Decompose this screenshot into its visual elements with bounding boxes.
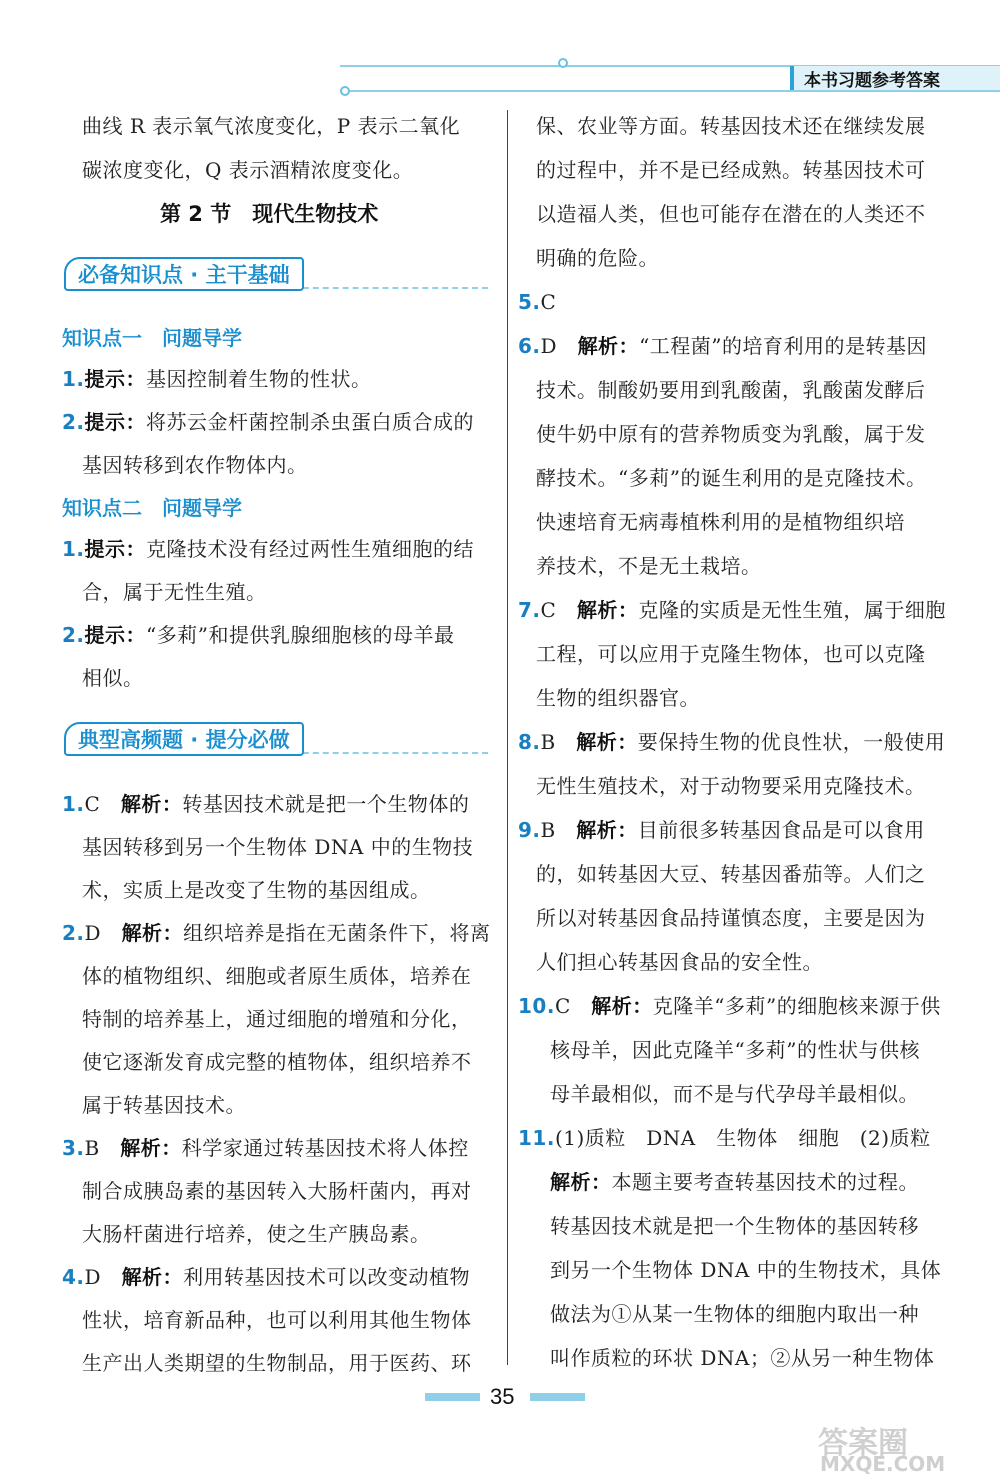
- question-6-line: 快速培育无病毒植株利用的是植物组织培: [536, 510, 905, 534]
- knowledge-point-2-title: 知识点二 问题导学: [62, 496, 242, 520]
- q4-continued-line: 保、农业等方面。转基因技术还在继续发展: [536, 114, 926, 138]
- question-5: 5.C: [518, 290, 557, 314]
- kp2-item-2: 2.提示：“多莉”和提供乳腺细胞核的母羊最: [62, 623, 455, 647]
- watermark-logo: 答案圈: [818, 1426, 908, 1461]
- question-6-line: 酵技术。“多莉”的诞生利用的是克隆技术。: [536, 466, 927, 490]
- question-2-line: 体的植物组织、细胞或者原生质体，培养在: [82, 964, 472, 988]
- banner-essential-knowledge: [64, 258, 304, 290]
- banner-label: 典型高频题 · 提分必做: [64, 722, 304, 756]
- watermark-url: MXQE.COM: [820, 1452, 946, 1476]
- question-10-line: 核母羊，因此克隆羊“多莉”的性状与供核: [550, 1038, 920, 1062]
- header-dot-icon: [340, 86, 350, 96]
- column-divider: [507, 110, 508, 1365]
- question-1-line: 术，实质上是改变了生物的基因组成。: [82, 878, 431, 902]
- question-1-line: 基因转移到另一个生物体 DNA 中的生物技: [82, 835, 474, 859]
- header-title: 本书习题参考答案: [804, 70, 940, 91]
- kp2-item-2-line-2: 相似。: [82, 666, 144, 690]
- kp1-item-2: 2.提示：将苏云金杆菌控制杀虫蛋白质合成的: [62, 410, 475, 434]
- question-6-line: 养技术，不是无土栽培。: [536, 554, 762, 578]
- kp2-item-1: 1.提示：克隆技术没有经过两性生殖细胞的结: [62, 537, 475, 561]
- question-7-line: 生物的组织器官。: [536, 686, 700, 710]
- page-number: 35: [490, 1384, 515, 1409]
- question-9-line: 的，如转基因大豆、转基因番茄等。人们之: [536, 862, 926, 886]
- question-11-analysis: 解析：本题主要考查转基因技术的过程。: [550, 1170, 919, 1194]
- header-dot-icon: [558, 58, 568, 68]
- knowledge-point-1-title: 知识点一 问题导学: [62, 326, 242, 350]
- question-10: 10.C 解析：克隆羊“多莉”的细胞核来源于供: [518, 994, 941, 1018]
- question-10-line: 母羊最相似，而不是与代孕母羊最相似。: [550, 1082, 919, 1106]
- q4-continued-line: 明确的危险。: [536, 246, 659, 270]
- kp1-item-1: 1.提示：基因控制着生物的性状。: [62, 367, 372, 391]
- question-9-line: 人们担心转基因食品的安全性。: [536, 950, 823, 974]
- question-2-line: 属于转基因技术。: [82, 1093, 246, 1117]
- question-9-line: 所以对转基因食品持谨慎态度，主要是因为: [536, 906, 926, 930]
- q4-continued-line: 以造福人类，但也可能存在潜在的人类还不: [536, 202, 926, 226]
- kp1-item-2-line-2: 基因转移到农作物体内。: [82, 453, 308, 477]
- question-7-line: 工程，可以应用于克隆生物体，也可以克隆: [536, 642, 926, 666]
- question-3-line: 制合成胰岛素的基因转入大肠杆菌内，再对: [82, 1179, 472, 1203]
- question-6-line: 技术。制酸奶要用到乳酸菌，乳酸菌发酵后: [536, 378, 926, 402]
- question-6: 6.D 解析：“工程菌”的培育利用的是转基因: [518, 334, 928, 358]
- intro-line-1: 曲线 R 表示氧气浓度变化，P 表示二氧化: [82, 114, 461, 138]
- question-2: 2.D 解析：组织培养是指在无菌条件下，将离: [62, 921, 491, 945]
- question-9: 9.B 解析：目前很多转基因食品是可以食用: [518, 818, 925, 842]
- question-4-line: 性状，培育新品种，也可以利用其他生物体: [82, 1308, 472, 1332]
- question-6-line: 使牛奶中原有的营养物质变为乳酸，属于发: [536, 422, 926, 446]
- question-11-line: 到另一个生物体 DNA 中的生物技术，具体: [550, 1258, 942, 1282]
- question-7: 7.C 解析：克隆的实质是无性生殖，属于细胞: [518, 598, 946, 622]
- question-8-line: 无性生殖技术，对于动物要采用克隆技术。: [536, 774, 926, 798]
- footer-decor-right: [530, 1393, 585, 1401]
- question-1: 1.C 解析：转基因技术就是把一个生物体的: [62, 792, 470, 816]
- question-8: 8.B 解析：要保持生物的优良性状，一般使用: [518, 730, 946, 754]
- question-11: 11.(1)质粒 DNA 生物体 细胞 (2)质粒: [518, 1126, 931, 1150]
- question-11-line: 转基因技术就是把一个生物体的基因转移: [550, 1214, 919, 1238]
- q4-continued-line: 的过程中，并不是已经成熟。转基因技术可: [536, 158, 926, 182]
- banner-typical-questions: [64, 723, 304, 755]
- question-3: 3.B 解析：科学家通过转基因技术将人体控: [62, 1136, 469, 1160]
- question-2-line: 特制的培养基上，通过细胞的增殖和分化，: [82, 1007, 472, 1031]
- question-4-line: 生产出人类期望的生物制品，用于医药、环: [82, 1351, 472, 1375]
- question-2-line: 使它逐渐发育成完整的植物体，组织培养不: [82, 1050, 472, 1074]
- banner-label: 必备知识点 · 主干基础: [64, 257, 304, 291]
- question-4: 4.D 解析：利用转基因技术可以改变动植物: [62, 1265, 471, 1289]
- section-title: 第 2 节 现代生物技术: [160, 202, 379, 226]
- intro-line-2: 碳浓度变化，Q 表示酒精浓度变化。: [82, 158, 414, 182]
- footer-decor-left: [425, 1393, 480, 1401]
- question-11-line: 叫作质粒的环状 DNA；②从另一种生物体: [550, 1346, 935, 1370]
- question-3-line: 大肠杆菌进行培养，使之生产胰岛素。: [82, 1222, 431, 1246]
- question-11-line: 做法为①从某一生物体的细胞内取出一种: [550, 1302, 919, 1326]
- kp2-item-1-line-2: 合，属于无性生殖。: [82, 580, 267, 604]
- header-title-box: [790, 66, 1000, 90]
